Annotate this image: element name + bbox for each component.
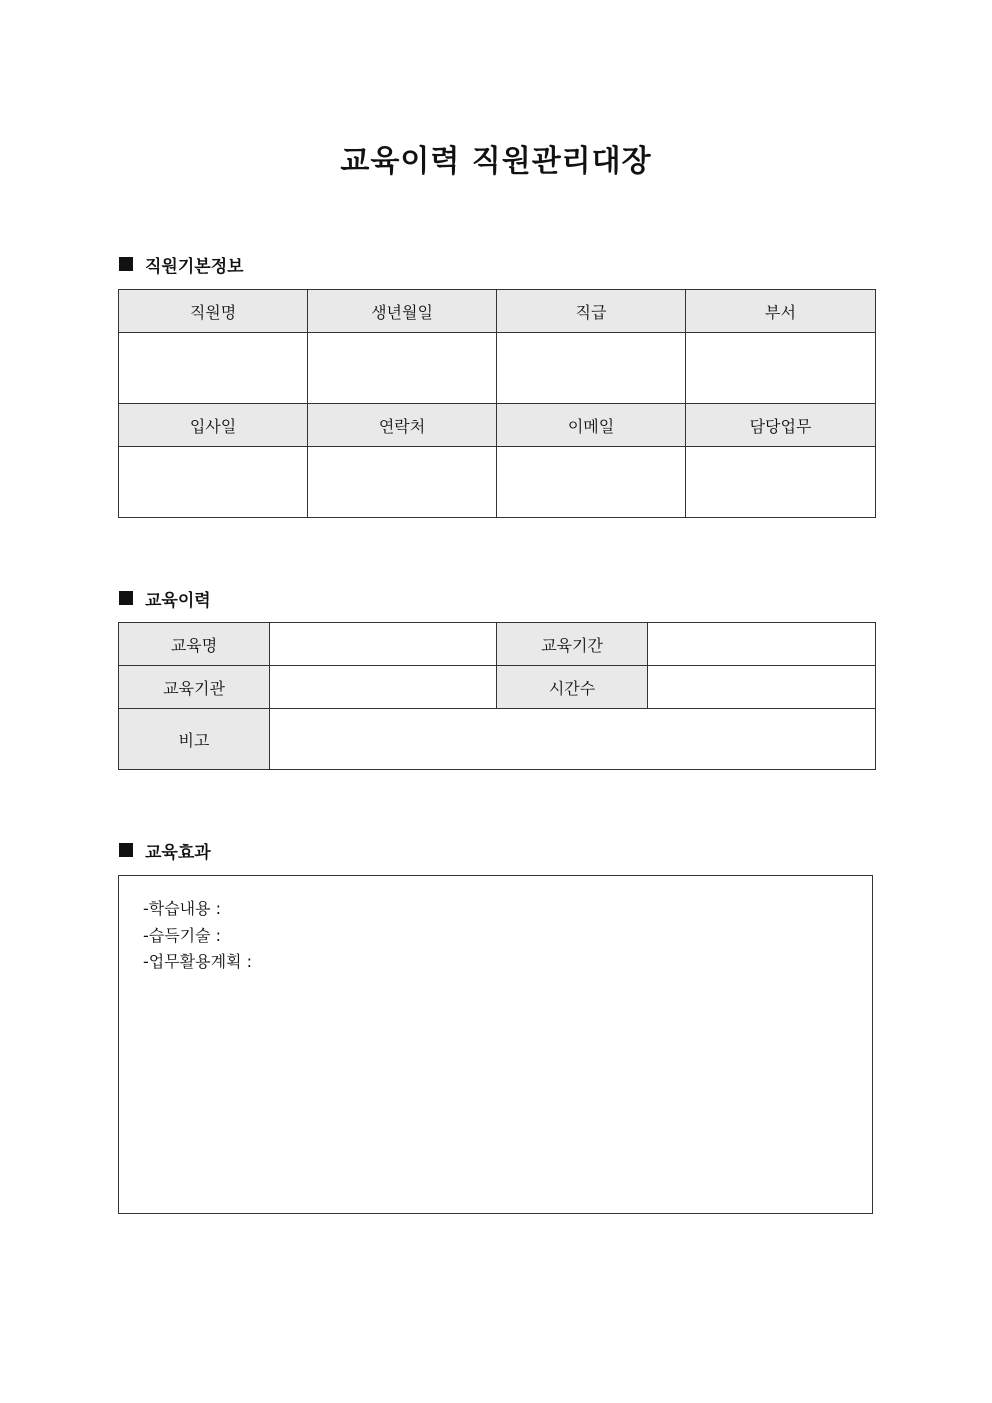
field-duties[interactable] [686,447,876,518]
field-birth-date[interactable] [308,333,497,404]
section-heading-education-history [119,586,211,610]
field-remarks[interactable] [270,709,876,770]
label-birth-date: 생년월일 [308,290,497,333]
field-contact[interactable] [308,447,497,518]
square-bullet-icon [119,257,133,271]
field-course-name[interactable] [270,623,497,666]
label-employee-name: 직원명 [119,290,308,333]
field-position[interactable] [497,333,686,404]
education-history-table [118,622,876,770]
section-title-education-history: 교육이력 [145,590,211,611]
education-effect-box[interactable] [118,875,873,1214]
table-row [119,404,876,447]
label-position: 직급 [497,290,686,333]
field-hours[interactable] [648,666,876,709]
table-row [119,709,876,770]
table-row [119,290,876,333]
learning-content-line: -학습내용 : [143,899,222,918]
square-bullet-icon [119,843,133,857]
field-employee-name[interactable] [119,333,308,404]
label-course-name: 교육명 [119,623,270,666]
label-institution: 교육기관 [119,666,270,709]
section-title-basic-info: 직원기본정보 [145,256,244,277]
label-course-period: 교육기간 [497,623,648,666]
table-row [119,666,876,709]
basic-info-table [118,289,876,518]
table-row [119,447,876,518]
label-department: 부서 [686,290,876,333]
field-department[interactable] [686,333,876,404]
section-heading-basic-info [119,252,244,276]
document-title: 교육이력 직원관리대장 [340,144,652,179]
label-hours: 시간수 [497,666,648,709]
label-email: 이메일 [497,404,686,447]
label-duties: 담당업무 [686,404,876,447]
field-institution[interactable] [270,666,497,709]
label-contact: 연락처 [308,404,497,447]
label-remarks: 비고 [119,709,270,770]
work-application-plan-line: -업무활용계획 : [143,952,252,971]
square-bullet-icon [119,591,133,605]
label-hire-date: 입사일 [119,404,308,447]
field-hire-date[interactable] [119,447,308,518]
acquired-skills-line: -습득기술 : [143,925,222,945]
section-title-education-effect: 교육효과 [145,842,211,863]
section-heading-education-effect [119,838,211,862]
field-course-period[interactable] [648,623,876,666]
table-row [119,623,876,666]
field-email[interactable] [497,447,686,518]
table-row [119,333,876,404]
